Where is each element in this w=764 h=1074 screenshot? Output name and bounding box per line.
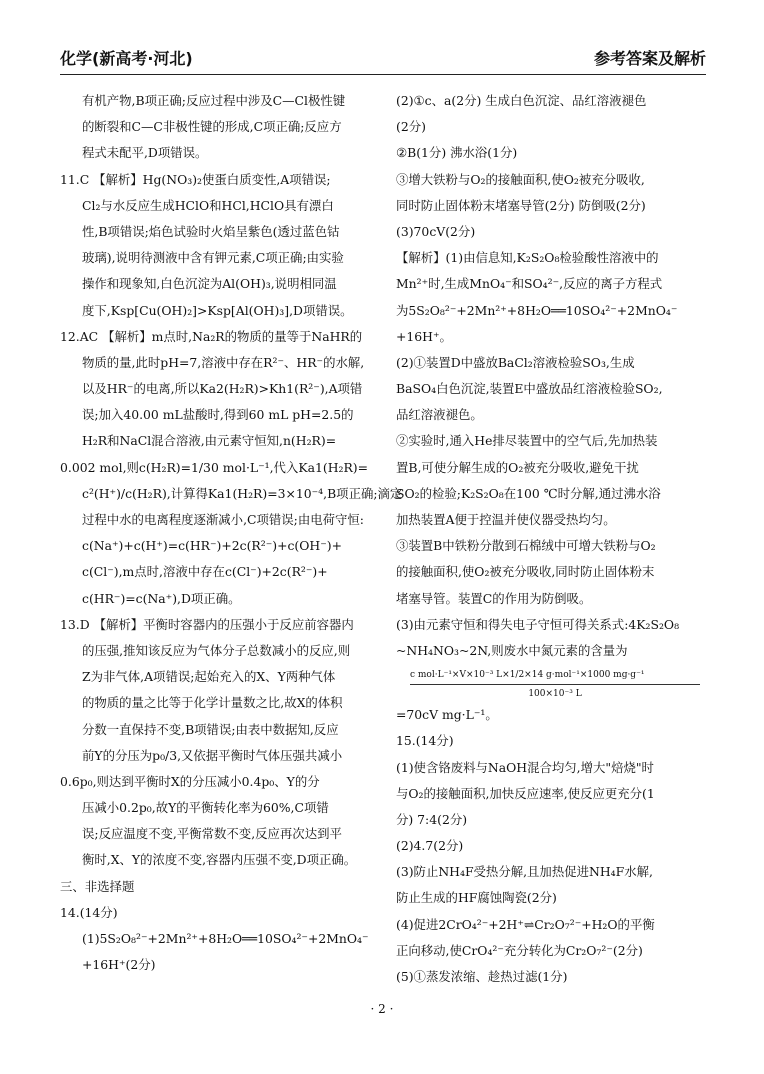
text-line: ②B(1分) 沸水浴(1分): [396, 145, 518, 161]
text-line: 分数一直保持不变,B项错误;由表中数据知,反应: [82, 721, 339, 737]
text-line: 玻璃),说明待测液中含有钾元素,C项正确;由实验: [82, 250, 344, 266]
left-column: [60, 88, 403, 978]
text-line: 三、非选择题: [60, 878, 135, 894]
text-line: 加热装置A便于控温并使仪器受热均匀。: [396, 512, 616, 527]
header-section-title: 参考答案及解析: [593, 49, 706, 68]
text-line: 程式未配平,D项错误。: [82, 145, 208, 161]
text-line: 的断裂和C—C非极性键的形成,C项正确;反应方: [82, 119, 342, 135]
text-line: 防止生成的HF腐蚀陶瓷(2分): [396, 890, 557, 906]
header-subject: 化学(新高考·河北): [60, 49, 193, 68]
text-line: c²(H⁺)/c(H₂R),计算得Ka1(H₂R)=3×10⁻⁴,B项正确;滴定: [82, 485, 403, 501]
text-line: Cl₂与水反应生成HClO和HCl,HClO具有漂白: [82, 197, 334, 213]
text-line: 前Y的分压为p₀/3,又依据平衡时气体压强共减小: [82, 747, 343, 763]
text-line: c(HR⁻)=c(Na⁺),D项正确。: [82, 590, 241, 606]
text-line: 性,B项错误;焰色试验时火焰呈紫色(透过蓝色钴: [82, 223, 340, 239]
text-line: 品红溶液褪色。: [396, 407, 483, 423]
text-line: 15.(14分): [396, 733, 454, 749]
text-line: 度下,Ksp[Cu(OH)₂]>Ksp[Al(OH)₃],D项错误。: [82, 302, 353, 318]
text-line: 堵塞导管。装置C的作用为防倒吸。: [396, 590, 592, 606]
text-line: (5)①蒸发浓缩、趁热过滤(1分): [396, 969, 568, 984]
right-column-part-a: [396, 88, 708, 664]
text-line: (3)由元素守恒和得失电子守恒可得关系式:4K₂S₂O₈: [396, 616, 680, 632]
fraction-denominator: 100×10⁻³ L: [528, 689, 582, 700]
text-line: (2)①c、a(2分) 生成白色沉淀、品红溶液褪色: [396, 93, 647, 108]
text-line: +16H⁺。: [396, 328, 452, 344]
text-line: 误;加入40.00 mL盐酸时,得到60 mL pH=2.5的: [82, 407, 354, 423]
page-number: · 2 ·: [370, 1002, 394, 1016]
text-line: c(Na⁺)+c(H⁺)=c(HR⁻)+2c(R²⁻)+c(OH⁻)+: [82, 538, 342, 554]
text-line: 置B,可使分解生成的O₂被充分吸收,避免干扰: [396, 459, 639, 475]
text-line: ②实验时,通入He排尽装置中的空气后,先加热装: [396, 433, 658, 449]
text-line: 与O₂的接触面积,加快反应速率,使反应更充分(1: [396, 785, 655, 801]
text-line: ~NH₄NO₃~2N,则废水中氮元素的含量为: [396, 642, 628, 658]
text-line: =70cV mg·L⁻¹。: [396, 707, 498, 723]
text-line: (2分): [396, 119, 426, 135]
text-line: (3)70cV(2分): [396, 223, 476, 239]
text-line: Mn²⁺时,生成MnO₄⁻和SO₄²⁻,反应的离子方程式: [396, 276, 663, 292]
text-line: 0.6p₀,则达到平衡时X的分压减小0.4p₀、Y的分: [60, 773, 320, 789]
text-line: (2)4.7(2分): [396, 838, 464, 854]
text-line: H₂R和NaCl混合溶液,由元素守恒知,n(H₂R)=: [82, 433, 337, 449]
text-line: 正向移动,使CrO₄²⁻充分转化为Cr₂O₇²⁻(2分): [396, 942, 643, 958]
text-line: 11.C 【解析】Hg(NO₃)₂使蛋白质变性,A项错误;: [60, 171, 331, 187]
text-line: 操作和现象知,白色沉淀为Al(OH)₃,说明相同温: [82, 276, 337, 292]
text-line: +16H⁺(2分): [82, 957, 156, 973]
text-line: 的接触面积,使O₂被充分吸收,同时防止固体粉末: [396, 564, 655, 580]
text-line: (1)使含铬废料与NaOH混合均匀,增大"焙烧"时: [396, 759, 654, 775]
text-line: 13.D 【解析】平衡时容器内的压强小于反应前容器内: [60, 616, 354, 632]
text-line: (1)5S₂O₈²⁻+2Mn²⁺+8H₂O══10SO₄²⁻+2MnO₄⁻: [82, 931, 369, 946]
text-line: 有机产物,B项正确;反应过程中涉及C—Cl极性键: [82, 93, 346, 108]
text-line: 过程中水的电离程度逐渐减小,C项错误;由电荷守恒:: [82, 512, 364, 527]
text-line: 以及HR⁻的电离,所以Ka2(H₂R)>Kh1(R²⁻),A项错: [82, 381, 363, 397]
right-column-part-b: [396, 702, 708, 990]
text-line: 物质的量,此时pH=7,溶液中存在R²⁻、HR⁻的水解,: [82, 354, 365, 370]
text-line: (2)①装置D中盛放BaCl₂溶液检验SO₃,生成: [396, 354, 635, 370]
text-line: 0.002 mol,则c(H₂R)=1/30 mol·L⁻¹,代入Ka1(H₂R)=: [60, 459, 369, 475]
text-line: 衡时,X、Y的浓度不变,容器内压强不变,D项正确。: [82, 852, 357, 868]
fraction-numerator: c mol·L⁻¹×V×10⁻³ L×1/2×14 g·mol⁻¹×1000 mg·g⁻¹: [410, 668, 700, 685]
text-line: 【解析】(1)由信息知,K₂S₂O₈检验酸性溶液中的: [396, 250, 659, 266]
text-line: c(Cl⁻),m点时,溶液中存在c(Cl⁻)+2c(R²⁻)+: [82, 564, 328, 580]
right-column: [396, 88, 708, 990]
text-line: 同时防止固体粉末堵塞导管(2分) 防倒吸(2分): [396, 197, 646, 213]
header-divider: [60, 74, 706, 75]
text-line: 的物质的量之比等于化学计量数之比,故X的体积: [82, 695, 343, 711]
text-line: 12.AC 【解析】m点时,Na₂R的物质的量等于NaHR的: [60, 328, 363, 344]
text-line: 分) 7:4(2分): [396, 811, 468, 827]
page-header: [60, 44, 706, 72]
text-line: 误;反应温度不变,平衡常数不变,反应再次达到平: [82, 826, 342, 842]
text-line: 为5S₂O₈²⁻+2Mn²⁺+8H₂O══10SO₄²⁻+2MnO₄⁻: [396, 302, 678, 318]
text-line: ③装置B中铁粉分散到石棉绒中可增大铁粉与O₂: [396, 538, 656, 554]
text-line: (4)促进2CrO₄²⁻+2H⁺⇌Cr₂O₇²⁻+H₂O的平衡: [396, 916, 655, 932]
text-line: 14.(14分): [60, 904, 118, 920]
text-line: 压减小0.2p₀,故Y的平衡转化率为60%,C项错: [82, 800, 329, 816]
text-line: 的压强,推知该反应为气体分子总数减小的反应,则: [82, 642, 351, 658]
text-line: ③增大铁粉与O₂的接触面积,使O₂被充分吸收,: [396, 171, 645, 187]
text-line: (3)防止NH₄F受热分解,且加热促进NH₄F水解,: [396, 864, 653, 880]
text-line: BaSO₄白色沉淀,装置E中盛放品红溶液检验SO₂,: [396, 381, 663, 397]
text-line: SO₂的检验;K₂S₂O₈在100 ℃时分解,通过沸水浴: [396, 485, 661, 501]
nitrogen-content-fraction: [396, 664, 708, 702]
text-line: Z为非气体,A项错误;起始充入的X、Y两种气体: [82, 669, 336, 685]
